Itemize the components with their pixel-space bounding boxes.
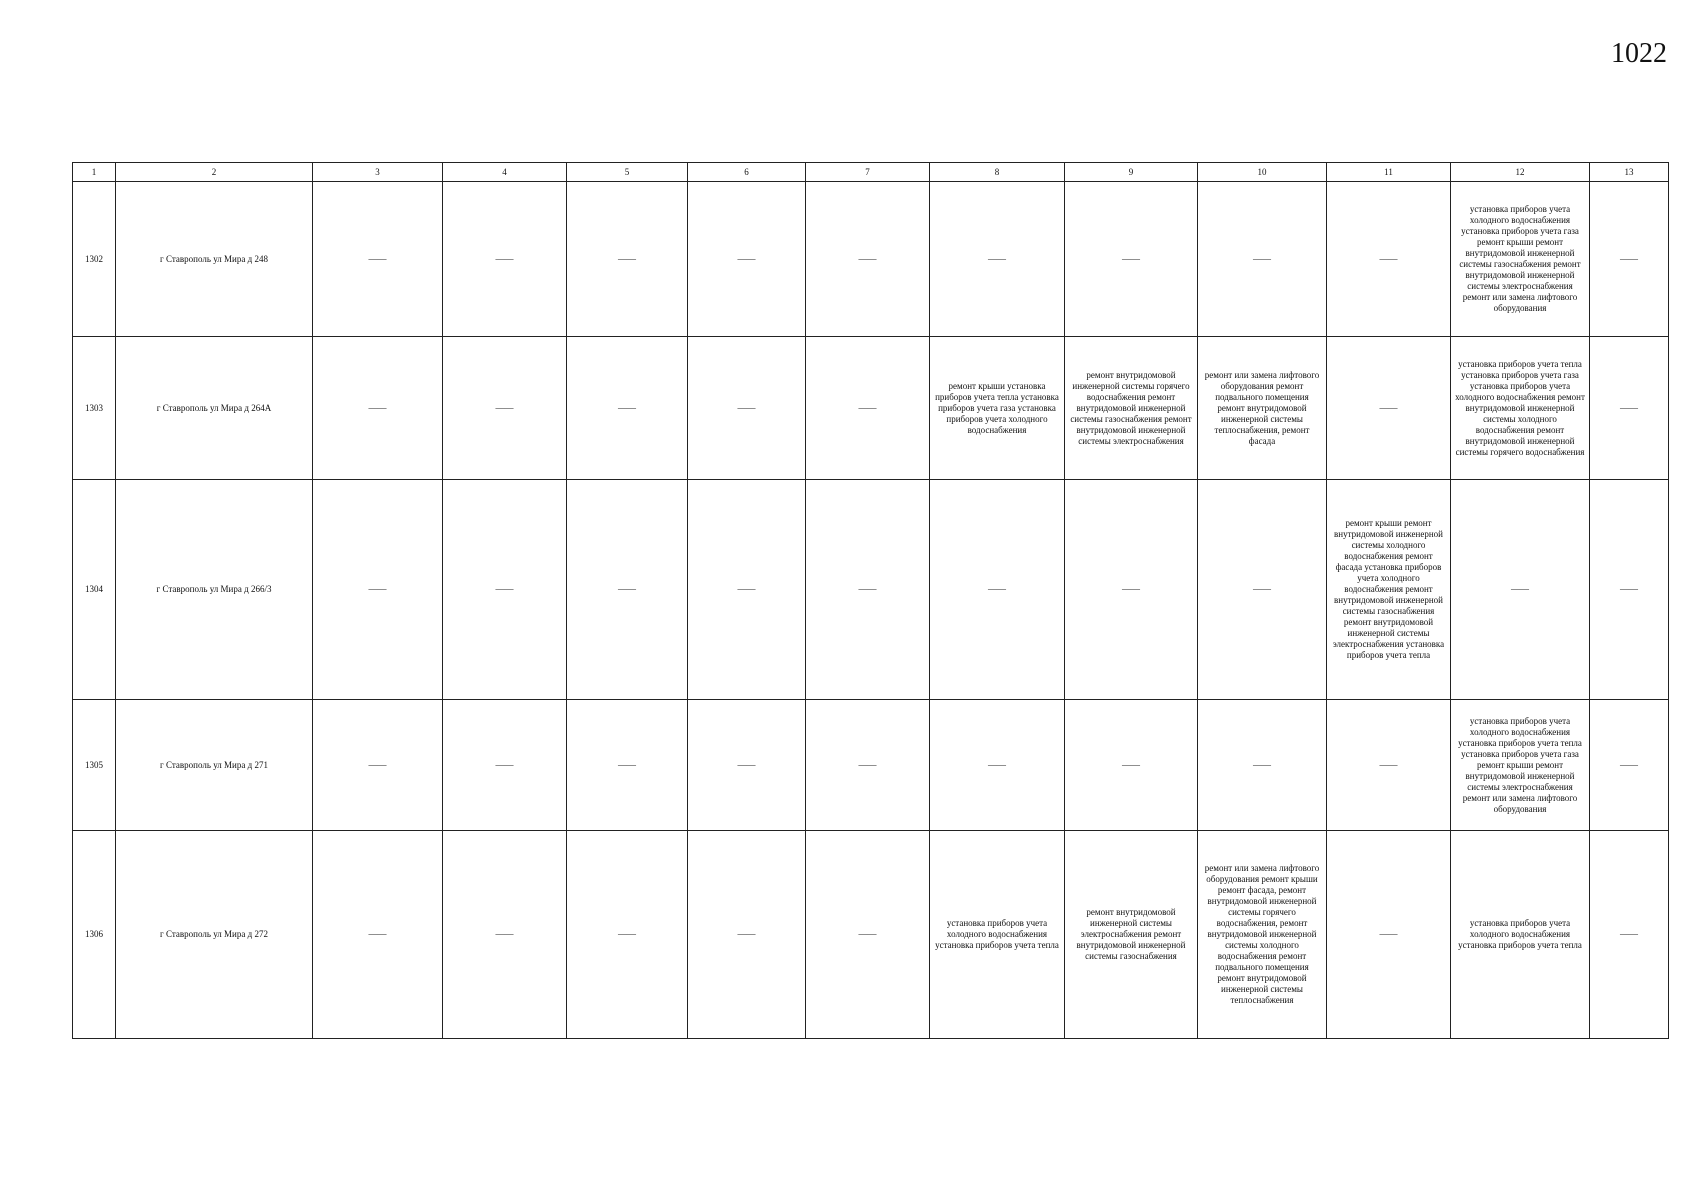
column-number: 1 xyxy=(73,163,116,182)
work-cell: установка приборов учета тепла установка приборов учета газа установка приборов учета холодного водоснабжения ремонт внутридомовой инженерной системы холодного водоснабжения ремонт внутридомовой инженерной системы горячего водоснабжения xyxy=(1451,337,1590,480)
column-number: 9 xyxy=(1065,163,1198,182)
work-cell: —— xyxy=(688,831,806,1039)
row-number-cell: 1304 xyxy=(73,480,116,700)
work-cell: —— xyxy=(443,480,567,700)
address-cell: г Ставрополь ул Мира д 266/3 xyxy=(116,480,313,700)
work-cell: —— xyxy=(1451,480,1590,700)
work-cell: установка приборов учета холодного водоснабжения установка приборов учета тепла xyxy=(1451,831,1590,1039)
work-cell: установка приборов учета холодного водоснабжения установка приборов учета тепла установка приборов учета газа ремонт крыши ремонт внутридомовой инженерной системы электроснабжения ремонт или замена лифтового оборудования xyxy=(1451,700,1590,831)
work-cell: —— xyxy=(1198,700,1327,831)
work-cell: —— xyxy=(443,831,567,1039)
work-cell: —— xyxy=(443,182,567,337)
work-cell: —— xyxy=(1327,831,1451,1039)
work-cell: —— xyxy=(806,182,930,337)
work-cell: —— xyxy=(688,700,806,831)
address-cell: г Ставрополь ул Мира д 272 xyxy=(116,831,313,1039)
work-cell: —— xyxy=(567,182,688,337)
work-cell: —— xyxy=(930,480,1065,700)
works-table xyxy=(72,162,1669,1039)
column-number: 12 xyxy=(1451,163,1590,182)
work-cell: —— xyxy=(1327,700,1451,831)
work-cell: —— xyxy=(688,480,806,700)
page-number: 1022 xyxy=(1611,38,1667,69)
column-number: 10 xyxy=(1198,163,1327,182)
address-cell: г Ставрополь ул Мира д 264А xyxy=(116,337,313,480)
work-cell: —— xyxy=(1327,182,1451,337)
column-number: 6 xyxy=(688,163,806,182)
column-number: 2 xyxy=(116,163,313,182)
column-number: 13 xyxy=(1590,163,1669,182)
work-cell: —— xyxy=(806,700,930,831)
column-number: 7 xyxy=(806,163,930,182)
work-cell: —— xyxy=(567,480,688,700)
work-cell: ремонт или замена лифтового оборудования ремонт подвального помещения ремонт внутридомовой инженерной системы теплоснабжения, ремонт фасада xyxy=(1198,337,1327,480)
work-cell: —— xyxy=(313,831,443,1039)
work-cell: ремонт внутридомовой инженерной системы электроснабжения ремонт внутридомовой инженерной системы газоснабжения xyxy=(1065,831,1198,1039)
work-cell: —— xyxy=(1327,337,1451,480)
table-row xyxy=(73,480,1669,700)
work-cell: —— xyxy=(1590,480,1669,700)
work-cell: —— xyxy=(1065,700,1198,831)
work-cell: —— xyxy=(1590,831,1669,1039)
work-cell: —— xyxy=(313,480,443,700)
work-cell: —— xyxy=(443,700,567,831)
work-cell: —— xyxy=(688,337,806,480)
work-cell: установка приборов учета холодного водоснабжения установка приборов учета тепла xyxy=(930,831,1065,1039)
address-cell: г Ставрополь ул Мира д 248 xyxy=(116,182,313,337)
table-row xyxy=(73,831,1669,1039)
work-cell: —— xyxy=(688,182,806,337)
row-number-cell: 1306 xyxy=(73,831,116,1039)
work-cell: —— xyxy=(1065,480,1198,700)
work-cell: —— xyxy=(567,700,688,831)
work-cell: —— xyxy=(806,480,930,700)
work-cell: —— xyxy=(313,700,443,831)
column-number: 4 xyxy=(443,163,567,182)
work-cell: ремонт или замена лифтового оборудования ремонт крыши ремонт фасада, ремонт внутридомовой инженерной системы горячего водоснабжения, ремонт внутридомовой инженерной системы холодного водоснабжения ремонт подвального помещения ремонт внутридомовой инженерной системы теплоснабжения xyxy=(1198,831,1327,1039)
table-row xyxy=(73,182,1669,337)
work-cell: —— xyxy=(806,831,930,1039)
column-number: 8 xyxy=(930,163,1065,182)
work-cell: —— xyxy=(930,700,1065,831)
work-cell: ремонт крыши ремонт внутридомовой инженерной системы холодного водоснабжения ремонт фасада установка приборов учета холодного водоснабжения ремонт внутридомовой инженерной системы газоснабжения ремонт внутридомовой инженерной системы электроснабжения установка приборов учета тепла xyxy=(1327,480,1451,700)
column-number: 5 xyxy=(567,163,688,182)
work-cell: —— xyxy=(1065,182,1198,337)
row-number-cell: 1305 xyxy=(73,700,116,831)
work-cell: —— xyxy=(1590,182,1669,337)
row-number-cell: 1303 xyxy=(73,337,116,480)
work-cell: —— xyxy=(313,337,443,480)
work-cell: —— xyxy=(567,337,688,480)
work-cell: —— xyxy=(930,182,1065,337)
work-cell: —— xyxy=(443,337,567,480)
work-cell: —— xyxy=(806,337,930,480)
address-cell: г Ставрополь ул Мира д 271 xyxy=(116,700,313,831)
work-cell: —— xyxy=(1590,700,1669,831)
column-number-row xyxy=(73,163,1669,182)
table-row xyxy=(73,337,1669,480)
work-cell: ремонт внутридомовой инженерной системы горячего водоснабжения ремонт внутридомовой инженерной системы газоснабжения ремонт внутридомовой инженерной системы электроснабжения xyxy=(1065,337,1198,480)
work-cell: установка приборов учета холодного водоснабжения установка приборов учета газа ремонт крыши ремонт внутридомовой инженерной системы газоснабжения ремонт внутридомовой инженерной системы электроснабжения ремонт или замена лифтового оборудования xyxy=(1451,182,1590,337)
row-number-cell: 1302 xyxy=(73,182,116,337)
column-number: 11 xyxy=(1327,163,1451,182)
work-cell: —— xyxy=(1590,337,1669,480)
work-cell: —— xyxy=(313,182,443,337)
work-cell: —— xyxy=(1198,480,1327,700)
work-cell: —— xyxy=(567,831,688,1039)
work-cell: ремонт крыши установка приборов учета тепла установка приборов учета газа установка приборов учета холодного водоснабжения xyxy=(930,337,1065,480)
table-row xyxy=(73,700,1669,831)
work-cell: —— xyxy=(1198,182,1327,337)
column-number: 3 xyxy=(313,163,443,182)
